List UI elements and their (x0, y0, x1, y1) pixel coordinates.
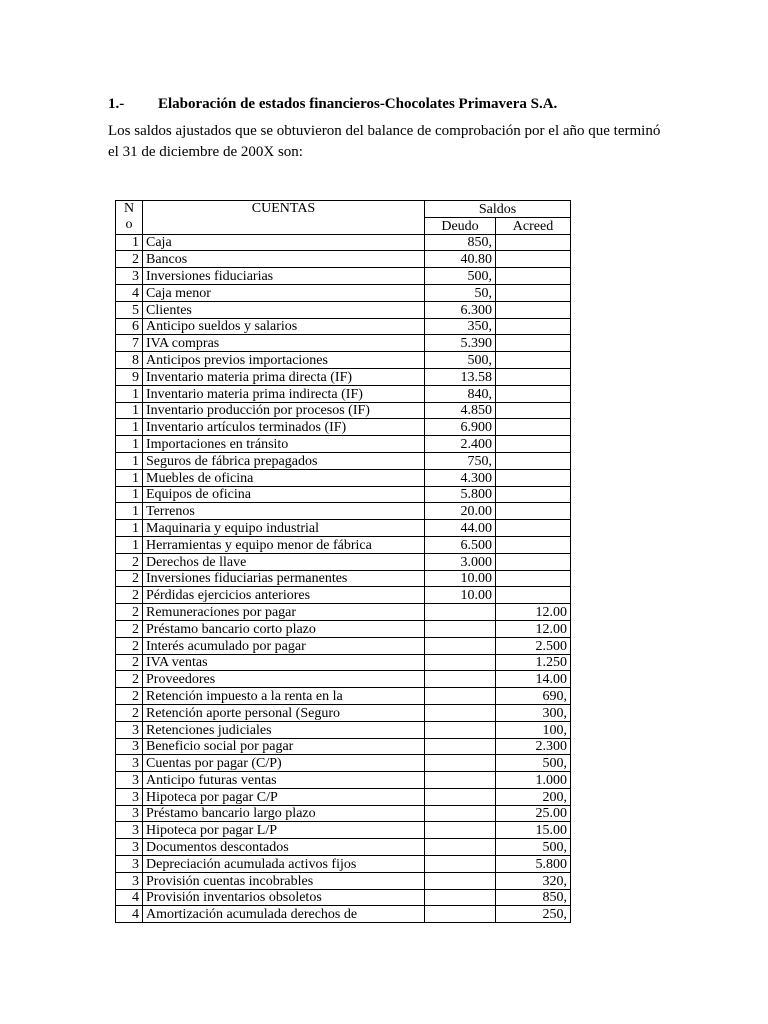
credit-amount (496, 251, 571, 268)
credit-amount (496, 486, 571, 503)
header-saldos: Saldos (425, 201, 571, 218)
debit-amount: 4.850 (425, 402, 496, 419)
row-number: 3 (116, 822, 143, 839)
table-row (116, 352, 571, 369)
debit-amount (425, 772, 496, 789)
table-row (116, 671, 571, 688)
row-number: 3 (116, 805, 143, 822)
table-row (116, 604, 571, 621)
table-row (116, 721, 571, 738)
debit-amount (425, 906, 496, 923)
account-name: Proveedores (143, 671, 425, 688)
table-row (116, 570, 571, 587)
account-name: Anticipos previos importaciones (143, 352, 425, 369)
row-number: 1 (116, 503, 143, 520)
account-name: Inversiones fiduciarias permanentes (143, 570, 425, 587)
debit-amount (425, 822, 496, 839)
credit-amount: 500, (496, 755, 571, 772)
credit-amount (496, 268, 571, 285)
table-row (116, 503, 571, 520)
credit-amount (496, 335, 571, 352)
debit-amount: 500, (425, 268, 496, 285)
row-number: 1 (116, 486, 143, 503)
credit-amount (496, 436, 571, 453)
table-row (116, 688, 571, 705)
row-number: 1 (116, 419, 143, 436)
credit-amount: 15.00 (496, 822, 571, 839)
row-number: 8 (116, 352, 143, 369)
debit-amount: 10.00 (425, 570, 496, 587)
debit-amount (425, 671, 496, 688)
account-name: Caja menor (143, 284, 425, 301)
credit-amount: 1.250 (496, 654, 571, 671)
account-name: Remuneraciones por pagar (143, 604, 425, 621)
account-name: Cuentas por pagar (C/P) (143, 755, 425, 772)
debit-amount: 40.80 (425, 251, 496, 268)
credit-amount (496, 553, 571, 570)
row-number: 3 (116, 721, 143, 738)
table-row (116, 788, 571, 805)
credit-amount: 5.800 (496, 856, 571, 873)
account-name: Anticipo sueldos y salarios (143, 318, 425, 335)
credit-amount (496, 587, 571, 604)
debit-amount (425, 839, 496, 856)
table-row (116, 452, 571, 469)
account-name: Provisión cuentas incobrables (143, 872, 425, 889)
header-cuentas: CUENTAS (143, 201, 425, 235)
account-name: Retención aporte personal (Seguro (143, 704, 425, 721)
row-number: 4 (116, 906, 143, 923)
account-name: Equipos de oficina (143, 486, 425, 503)
account-name: Provisión inventarios obsoletos (143, 889, 425, 906)
row-number: 7 (116, 335, 143, 352)
account-name: Caja (143, 234, 425, 251)
account-name: Interés acumulado por pagar (143, 637, 425, 654)
account-name: Maquinaria y equipo industrial (143, 520, 425, 537)
credit-amount: 200, (496, 788, 571, 805)
row-number: 2 (116, 570, 143, 587)
account-name: IVA compras (143, 335, 425, 352)
table-row (116, 486, 571, 503)
table-row (116, 822, 571, 839)
credit-amount: 300, (496, 704, 571, 721)
row-number: 3 (116, 839, 143, 856)
row-number: 2 (116, 553, 143, 570)
debit-amount: 850, (425, 234, 496, 251)
debit-amount: 44.00 (425, 520, 496, 537)
row-number: 2 (116, 604, 143, 621)
debit-amount: 500, (425, 352, 496, 369)
debit-amount (425, 620, 496, 637)
section-number: 1.- (108, 96, 125, 112)
table-row (116, 301, 571, 318)
debit-amount (425, 755, 496, 772)
account-name: Clientes (143, 301, 425, 318)
table-row (116, 654, 571, 671)
row-number: 3 (116, 872, 143, 889)
row-number: 2 (116, 704, 143, 721)
credit-amount (496, 469, 571, 486)
credit-amount: 100, (496, 721, 571, 738)
debit-amount: 10.00 (425, 587, 496, 604)
table-row (116, 268, 571, 285)
credit-amount (496, 385, 571, 402)
row-number: 5 (116, 301, 143, 318)
table-row (116, 318, 571, 335)
credit-amount (496, 368, 571, 385)
debit-amount: 2.400 (425, 436, 496, 453)
debit-amount (425, 856, 496, 873)
credit-amount (496, 284, 571, 301)
row-number: 3 (116, 738, 143, 755)
credit-amount (496, 503, 571, 520)
table-row (116, 856, 571, 873)
row-number: 2 (116, 688, 143, 705)
table-row (116, 368, 571, 385)
debit-amount: 20.00 (425, 503, 496, 520)
document-title: Elaboración de estados financieros-Chocolates Primavera S.A. (158, 96, 558, 112)
table-row (116, 755, 571, 772)
credit-amount: 14.00 (496, 671, 571, 688)
table-row (116, 553, 571, 570)
header-acreedor: Acreed (496, 217, 571, 234)
table-row (116, 402, 571, 419)
table-row (116, 704, 571, 721)
credit-amount: 320, (496, 872, 571, 889)
account-name: Inventario materia prima directa (IF) (143, 368, 425, 385)
table-row (116, 738, 571, 755)
debit-amount: 6.900 (425, 419, 496, 436)
row-number: 1 (116, 385, 143, 402)
table-row (116, 385, 571, 402)
account-name: Inventario producción por procesos (IF) (143, 402, 425, 419)
account-name: Hipoteca por pagar C/P (143, 788, 425, 805)
row-number: 1 (116, 234, 143, 251)
credit-amount: 850, (496, 889, 571, 906)
credit-amount (496, 402, 571, 419)
debit-amount (425, 688, 496, 705)
table-row (116, 536, 571, 553)
row-number: 9 (116, 368, 143, 385)
credit-amount: 250, (496, 906, 571, 923)
debit-amount: 5.800 (425, 486, 496, 503)
debit-amount (425, 604, 496, 621)
account-name: Depreciación acumulada activos fijos (143, 856, 425, 873)
account-name: Préstamo bancario largo plazo (143, 805, 425, 822)
row-number: 3 (116, 856, 143, 873)
account-name: Beneficio social por pagar (143, 738, 425, 755)
table-row (116, 620, 571, 637)
row-number: 4 (116, 284, 143, 301)
debit-amount (425, 788, 496, 805)
table-row (116, 839, 571, 856)
credit-amount: 2.300 (496, 738, 571, 755)
credit-amount (496, 318, 571, 335)
debit-amount: 4.300 (425, 469, 496, 486)
credit-amount: 1.000 (496, 772, 571, 789)
debit-amount: 50, (425, 284, 496, 301)
debit-amount: 5.390 (425, 335, 496, 352)
account-name: Inventario artículos terminados (IF) (143, 419, 425, 436)
account-name: Terrenos (143, 503, 425, 520)
credit-amount: 25.00 (496, 805, 571, 822)
table-row (116, 889, 571, 906)
account-name: IVA ventas (143, 654, 425, 671)
account-name: Préstamo bancario corto plazo (143, 620, 425, 637)
table-row (116, 251, 571, 268)
row-number: 2 (116, 251, 143, 268)
table-row (116, 587, 571, 604)
debit-amount (425, 654, 496, 671)
debit-amount (425, 872, 496, 889)
credit-amount (496, 352, 571, 369)
row-number: 1 (116, 452, 143, 469)
account-name: Retención impuesto a la renta en la (143, 688, 425, 705)
row-number: 2 (116, 671, 143, 688)
debit-amount: 13.58 (425, 368, 496, 385)
account-name: Bancos (143, 251, 425, 268)
debit-amount: 6.500 (425, 536, 496, 553)
row-number: 1 (116, 436, 143, 453)
intro-paragraph: Los saldos ajustados que se obtuvieron del balance de comprobación por el año que terminó el 31 de diciembre de 200X son: (108, 123, 661, 160)
credit-amount: 690, (496, 688, 571, 705)
table-row (116, 234, 571, 251)
row-number: 2 (116, 637, 143, 654)
table-row (116, 284, 571, 301)
account-name: Muebles de oficina (143, 469, 425, 486)
credit-amount: 2.500 (496, 637, 571, 654)
debit-amount: 750, (425, 452, 496, 469)
credit-amount (496, 520, 571, 537)
table-header-row (116, 201, 571, 218)
row-number: 3 (116, 268, 143, 285)
row-number: 2 (116, 654, 143, 671)
debit-amount (425, 721, 496, 738)
debit-amount: 350, (425, 318, 496, 335)
row-number: 3 (116, 755, 143, 772)
header-deudor: Deudo (425, 217, 496, 234)
table-row (116, 335, 571, 352)
table-row (116, 419, 571, 436)
credit-amount (496, 570, 571, 587)
account-name: Inversiones fiduciarias (143, 268, 425, 285)
row-number: 2 (116, 620, 143, 637)
row-number: 1 (116, 469, 143, 486)
row-number: 1 (116, 402, 143, 419)
account-name: Amortización acumulada derechos de (143, 906, 425, 923)
credit-amount: 12.00 (496, 620, 571, 637)
debit-amount: 3.000 (425, 553, 496, 570)
account-name: Herramientas y equipo menor de fábrica (143, 536, 425, 553)
section-heading (108, 96, 557, 113)
table-row (116, 436, 571, 453)
debit-amount (425, 805, 496, 822)
credit-amount (496, 419, 571, 436)
credit-amount (496, 301, 571, 318)
table-row (116, 805, 571, 822)
row-number: 1 (116, 536, 143, 553)
account-name: Inventario materia prima indirecta (IF) (143, 385, 425, 402)
debit-amount (425, 889, 496, 906)
account-name: Anticipo futuras ventas (143, 772, 425, 789)
table-row (116, 637, 571, 654)
credit-amount: 12.00 (496, 604, 571, 621)
row-number: 3 (116, 788, 143, 805)
account-name: Seguros de fábrica prepagados (143, 452, 425, 469)
row-number: 3 (116, 772, 143, 789)
account-name: Documentos descontados (143, 839, 425, 856)
debit-amount (425, 704, 496, 721)
account-name: Pérdidas ejercicios anteriores (143, 587, 425, 604)
debit-amount (425, 738, 496, 755)
table-row (116, 520, 571, 537)
account-name: Retenciones judiciales (143, 721, 425, 738)
debit-amount (425, 637, 496, 654)
credit-amount (496, 536, 571, 553)
table-row (116, 906, 571, 923)
credit-amount: 500, (496, 839, 571, 856)
debit-amount: 6.300 (425, 301, 496, 318)
account-name: Importaciones en tránsito (143, 436, 425, 453)
account-name: Derechos de llave (143, 553, 425, 570)
table-row (116, 872, 571, 889)
debit-amount: 840, (425, 385, 496, 402)
table-row (116, 469, 571, 486)
table-row (116, 772, 571, 789)
account-name: Hipoteca por pagar L/P (143, 822, 425, 839)
credit-amount (496, 452, 571, 469)
header-no: N o (116, 201, 143, 235)
balance-table (115, 200, 571, 923)
row-number: 1 (116, 520, 143, 537)
row-number: 6 (116, 318, 143, 335)
credit-amount (496, 234, 571, 251)
row-number: 4 (116, 889, 143, 906)
row-number: 2 (116, 587, 143, 604)
